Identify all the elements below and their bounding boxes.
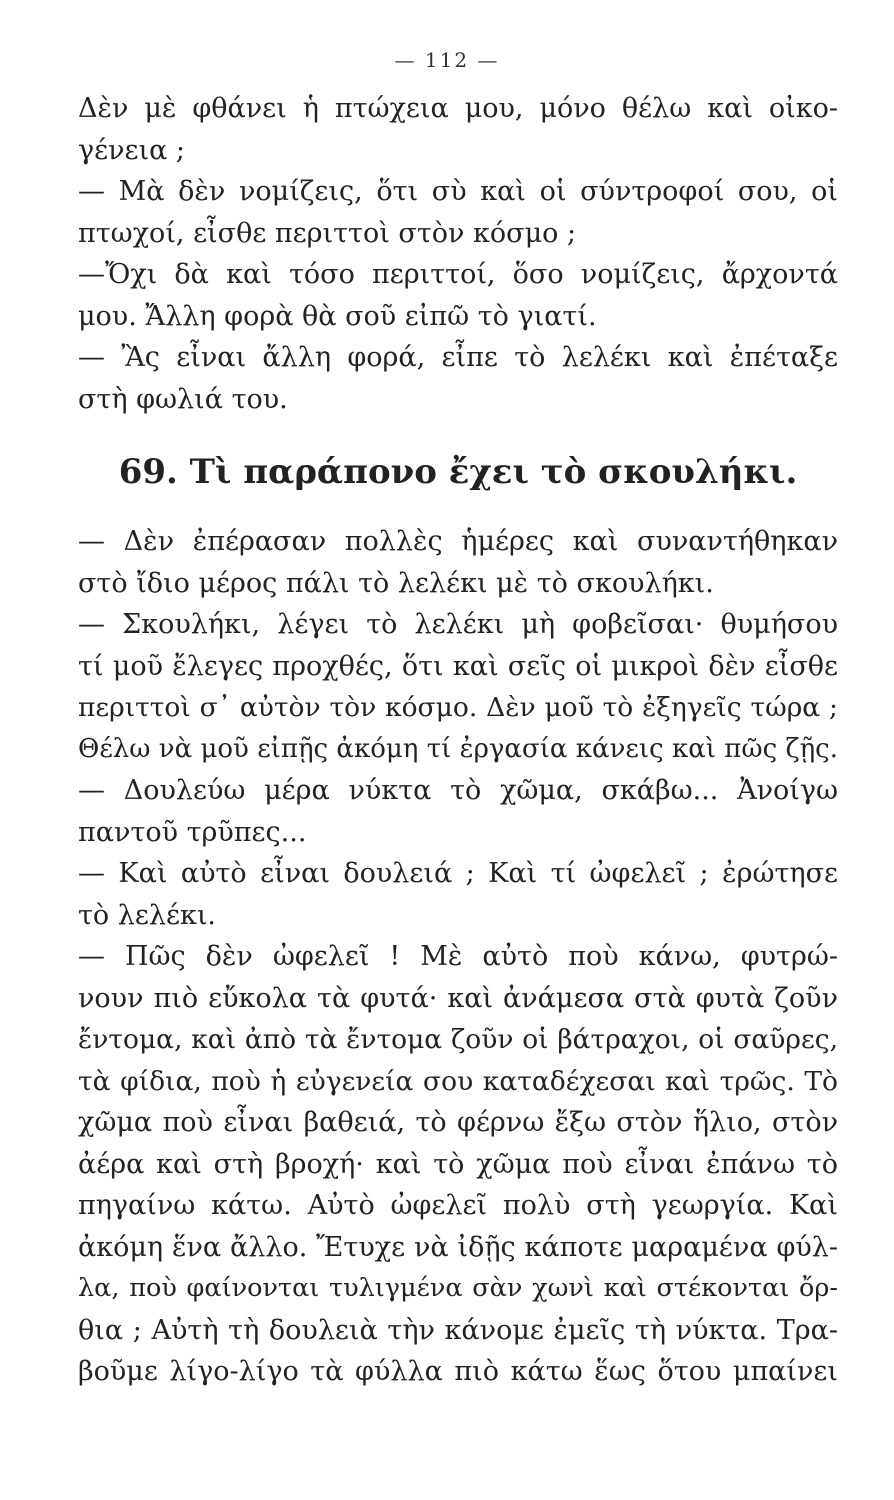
text-line: θια ; Αὐτὴ τὴ δουλειὰ τὴν κάνομε ἐμεῖς τὴ νύκτα. Τρα- [78, 1314, 838, 1346]
text-line: βοῦμε λίγο-λίγο τὰ φύλλα πιὸ κάτω ἕως ὅτου μπαίνει [78, 1356, 838, 1387]
paragraph-2 [78, 521, 838, 1393]
text-line: — Καὶ αὐτὸ εἶναι δουλειά ; Καὶ τί ὠφελεῖ ; ἐρώτησε [78, 858, 838, 889]
text-line: ἀκόμη ἕνα ἄλλο. Ἔτυχε νὰ ἰδῇς κάποτε μαραμένα φύλ- [78, 1231, 838, 1263]
text-line: ἔντομα, καὶ ἀπὸ τὰ ἔντομα ζοῦν οἱ βάτραχοι, οἱ σαῦρες, [78, 1024, 838, 1055]
body-text [78, 88, 838, 1393]
text-line: τὸ λελέκι. [78, 899, 217, 931]
text-line: — Ἂς εἶναι ἄλλη φορά, εἶπε τὸ λελέκι καὶ ἐπέταξε [78, 342, 838, 373]
paragraph-1 [78, 88, 838, 420]
text-line: πηγαίνω κάτω. Αὐτὸ ὠφελεῖ πολὺ στὴ γεωργία. Καὶ [78, 1190, 838, 1221]
text-line: μου. Ἄλλη φορὰ θὰ σοῦ εἰπῶ τὸ γιατί. [78, 300, 597, 332]
text-line: στὴ φωλιά του. [78, 383, 288, 415]
text-line: τὰ φίδια, ποὺ ἡ εὐγενεία σου καταδέχεσαι καὶ τρῶς. Τὸ [78, 1065, 838, 1097]
text-line: παντοῦ τρῦπες... [78, 816, 307, 848]
text-line: — Πῶς δὲν ὠφελεῖ ! Μὲ αὐτὸ ποὺ κάνω, φυτρώ- [78, 941, 838, 972]
text-line: —Ὄχι δὰ καὶ τόσο περιττοί, ὅσο νομίζεις, ἄρχοντά [78, 259, 838, 290]
text-line: — Δὲν ἐπέρασαν πολλὲς ἡμέρες καὶ συναντήθηκαν [78, 526, 838, 557]
text-line: χῶμα ποὺ εἶναι βαθειά, τὸ φέρνω ἔξω στὸν ἥλιο, στὸν [78, 1107, 838, 1138]
text-line: — Μὰ δὲν νομίζεις, ὅτι σὺ καὶ οἱ σύντροφοί σου, οἱ [78, 176, 838, 207]
text-line: λα, ποὺ φαίνονται τυλιγμένα σὰν χωνὶ καὶ στέκονται ὄρ- [78, 1273, 838, 1303]
text-line: νουν πιὸ εὔκολα τὰ φυτά· καὶ ἀνάμεσα στὰ φυτὰ ζοῦν [78, 982, 838, 1014]
text-line: πτωχοί, εἶσθε περιττοὶ στὸν κόσμο ; [78, 217, 577, 249]
text-line: — Σκουλήκι, λέγει τὸ λελέκι μὴ φοβεῖσαι· θυμήσου [78, 609, 838, 640]
text-line: Θέλω νὰ μοῦ εἰπῇς ἀκόμη τί ἐργασία κάνεις καὶ πῶς ζῇς. [78, 733, 838, 764]
page-number: — 112 — [394, 48, 500, 72]
text-line: τί μοῦ ἔλεγες προχθές, ὅτι καὶ σεῖς οἱ μικροὶ δὲν εἶσθε [78, 650, 838, 682]
text-line: περιττοὶ σ᾿ αὐτὸν τὸν κόσμο. Δὲν μοῦ τὸ ἐξηγεῖς τώρα ; [78, 692, 838, 723]
section-heading: 69. Τὶ παράπονο ἔχει τὸ σκουλήκι. [118, 452, 798, 492]
text-line: γένεια ; [78, 134, 186, 166]
text-line: Δὲν μὲ φθάνει ἡ πτώχεια μου, μόνο θέλω καὶ οἰκο- [78, 93, 838, 124]
text-line: στὸ ἴδιο μέρος πάλι τὸ λελέκι μὲ τὸ σκουλήκι. [78, 567, 714, 599]
text-line: ἀέρα καὶ στὴ βροχή· καὶ τὸ χῶμα ποὺ εἶναι ἐπάνω τὸ [78, 1148, 838, 1180]
text-line: — Δουλεύω μέρα νύκτα τὸ χῶμα, σκάβω... Ἀνοίγω [78, 775, 838, 806]
